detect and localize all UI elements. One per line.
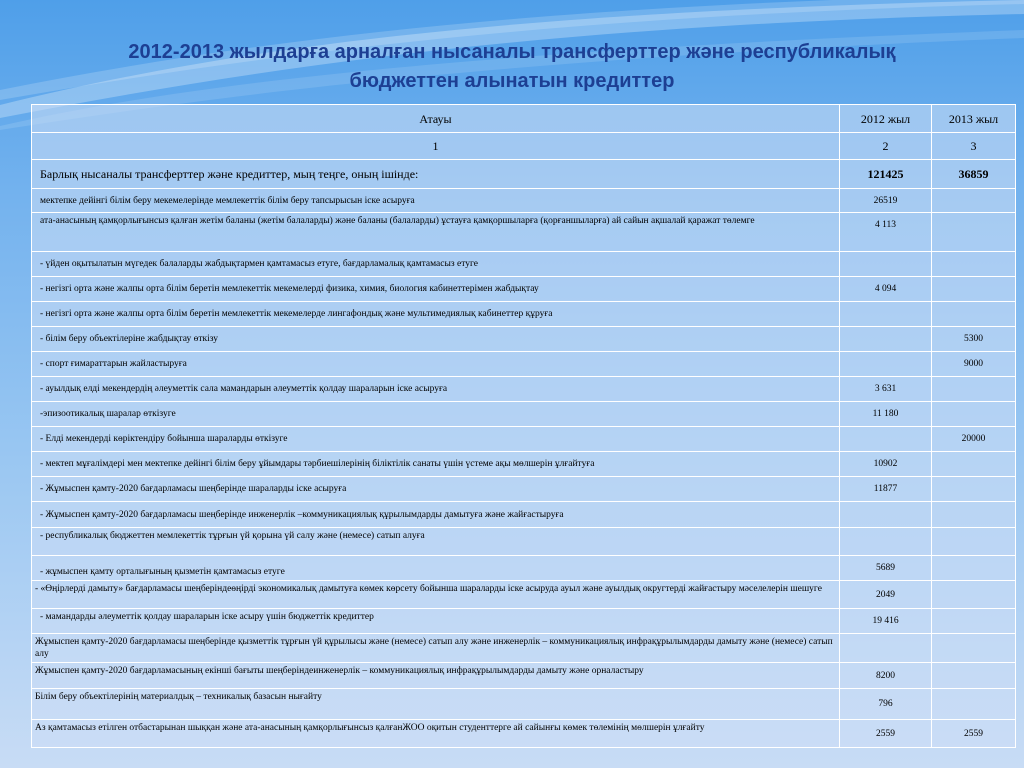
row-label: Жұмыспен қамту-2020 бағдарламасы шеңберінде қызметтік тұрғын үй құрылысы және (немесе) сатып алу және инженерлік – коммуникациялық инфрақұрылымдарды дамыту және (немесе) сатып алу [32, 634, 840, 663]
row-2012: 2049 [840, 581, 932, 609]
row-label: - Жұмыспен қамту-2020 бағдарламасы шеңберінде шараларды іске асыруға [32, 477, 840, 502]
row-2012 [840, 352, 932, 377]
row-2012: 5689 [840, 556, 932, 581]
table-row [32, 277, 1016, 302]
header-2012: 2012 жыл [840, 105, 932, 133]
row-label: - «Өңірлерді дамыту» бағдарламасы шеңберіндеөңірді экономикалық дамытуға көмек көрсету бойынша шараларды іске асыруда ауыл және ауылдық округтерді жайғастыру мәселелерін шешуге [32, 581, 840, 609]
row-label: - негізгі орта және жалпы орта білім беретін мемлекеттік мекемелерді физика, химия, биология кабинеттерімен жабдықтау [32, 277, 840, 302]
row-2013: 20000 [932, 427, 1016, 452]
table-row [32, 581, 1016, 609]
row-label: - Жұмыспен қамту-2020 бағдарламасы шеңберінде инженерлік –коммуникациялық құрылымдарды дамытуға және жайғастыруға [32, 502, 840, 528]
row-2012: 11877 [840, 477, 932, 502]
row-label: - жұмыспен қамту орталығының қызметін қамтамасыз етуге [32, 556, 840, 581]
row-2013 [932, 663, 1016, 689]
row-2013 [932, 402, 1016, 427]
row-2013: 9000 [932, 352, 1016, 377]
row-2012: 796 [840, 689, 932, 720]
page-title [40, 38, 984, 96]
table-row [32, 189, 1016, 213]
table-row [32, 402, 1016, 427]
row-2012: 11 180 [840, 402, 932, 427]
row-2012 [840, 502, 932, 528]
row-2012 [840, 528, 932, 556]
row-2013 [932, 528, 1016, 556]
table-row [32, 252, 1016, 277]
row-label: - үйден оқытылатын мүгедек балаларды жабдықтармен қамтамасыз етуге, бағдарламалық қамтамасыз етуге [32, 252, 840, 277]
row-label: - мектеп мұғалімдері мен мектепке дейінгі білім беру ұйымдары тәрбиешілерінің біліктілік санаты үшін үстеме ақы мөлшерін ұлғайтуға [32, 452, 840, 477]
table-row [32, 609, 1016, 634]
table-row [32, 663, 1016, 689]
row-label: - спорт ғимараттарын жайластыруға [32, 352, 840, 377]
row-2013 [932, 477, 1016, 502]
row-2012: 2559 [840, 720, 932, 748]
row-2013 [932, 502, 1016, 528]
table-row [32, 427, 1016, 452]
table-header-row [32, 105, 1016, 133]
table-row [32, 556, 1016, 581]
table-row [32, 352, 1016, 377]
table-row [32, 502, 1016, 528]
row-2013 [932, 252, 1016, 277]
table-row [32, 528, 1016, 556]
row-label: мектепке дейінгі білім беру мекемелерінде мемлекеттік білім беру тапсырысын іске асыруға [32, 189, 840, 213]
header-name: Атауы [32, 105, 840, 133]
table-row [32, 302, 1016, 327]
row-label: ата-анасының қамқорлығынсыз қалған жетім баланы (жетім балаларды) және баланы (балаларды) ұстауға қамқоршыларға (қорғаншыларға) ай сайын ақшалай қаражат төлемге [32, 213, 840, 252]
index-col-1: 1 [32, 133, 840, 160]
row-2012: 4 094 [840, 277, 932, 302]
row-2013: 5300 [932, 327, 1016, 352]
row-label: Білім беру объектілерінің материалдық – техникалық базасын нығайту [32, 689, 840, 720]
row-label: - ауылдық елді мекендердің әлеуметтік сала мамандарын әлеуметтік қолдау шараларын іске асыруға [32, 377, 840, 402]
row-2012: 19 416 [840, 609, 932, 634]
row-label: - білім беру объектілеріне жабдықтау өткізу [32, 327, 840, 352]
row-2013 [932, 689, 1016, 720]
row-2013 [932, 556, 1016, 581]
table-row [32, 634, 1016, 663]
row-2012: 4 113 [840, 213, 932, 252]
row-2013 [932, 452, 1016, 477]
table-index-row [32, 133, 1016, 160]
row-2012 [840, 427, 932, 452]
row-2012: 26519 [840, 189, 932, 213]
row-2012 [840, 327, 932, 352]
table-row [32, 377, 1016, 402]
index-col-3: 3 [932, 133, 1016, 160]
row-2012 [840, 302, 932, 327]
row-2013 [932, 634, 1016, 663]
row-2013 [932, 377, 1016, 402]
page-title-line-1: 2012-2013 жылдарға арналған нысаналы трансферттер және республикалық [128, 41, 896, 63]
transfers-table-container [31, 104, 1015, 748]
row-2013 [932, 277, 1016, 302]
table-row [32, 689, 1016, 720]
row-label: - мамандарды әлеуметтік қолдау шараларын іске асыру үшін бюджеттік кредиттер [32, 609, 840, 634]
row-2013 [932, 302, 1016, 327]
row-2013 [932, 213, 1016, 252]
row-label: - негізгі орта және жалпы орта білім беретін мемлекеттік мекемелерде лингафондық және мультимедиялық кабинеттер құруға [32, 302, 840, 327]
row-2012: 8200 [840, 663, 932, 689]
total-2012: 121425 [840, 160, 932, 189]
row-2013 [932, 189, 1016, 213]
total-label: Барлық нысаналы трансферттер және кредиттер, мың теңге, оның ішінде: [32, 160, 840, 189]
row-2012: 3 631 [840, 377, 932, 402]
row-label: - республикалық бюджеттен мемлекеттік тұрғын үй қорына үй салу және (немесе) сатып алуға [32, 528, 840, 556]
table-row [32, 452, 1016, 477]
row-2013 [932, 609, 1016, 634]
row-label: -эпизоотикалық шаралар өткізуге [32, 402, 840, 427]
table-row [32, 720, 1016, 748]
row-2013 [932, 581, 1016, 609]
row-2012: 10902 [840, 452, 932, 477]
table-row [32, 213, 1016, 252]
row-label: Аз қамтамасыз етілген отбастарынан шыққан және ата-анасының қамқорлығынсыз қалғанЖОО оқитын студенттерге ай сайынғы көмек төлемінің мөлшерін ұлғайту [32, 720, 840, 748]
index-col-2: 2 [840, 133, 932, 160]
transfers-table [31, 104, 1016, 748]
header-2013: 2013 жыл [932, 105, 1016, 133]
page-title-line-2: бюджеттен алынатын кредиттер [349, 70, 675, 92]
row-2012 [840, 252, 932, 277]
total-2013: 36859 [932, 160, 1016, 189]
table-row [32, 477, 1016, 502]
row-label: - Елді мекендерді көріктендіру бойынша шараларды өткізуге [32, 427, 840, 452]
table-row [32, 327, 1016, 352]
row-2012 [840, 634, 932, 663]
row-label: Жұмыспен қамту-2020 бағдарламасының екінші бағыты шеңберіндеинженерлік – коммуникациялық инфрақұрылымдарды дамыту және орналастыру [32, 663, 840, 689]
row-2013: 2559 [932, 720, 1016, 748]
table-total-row [32, 160, 1016, 189]
